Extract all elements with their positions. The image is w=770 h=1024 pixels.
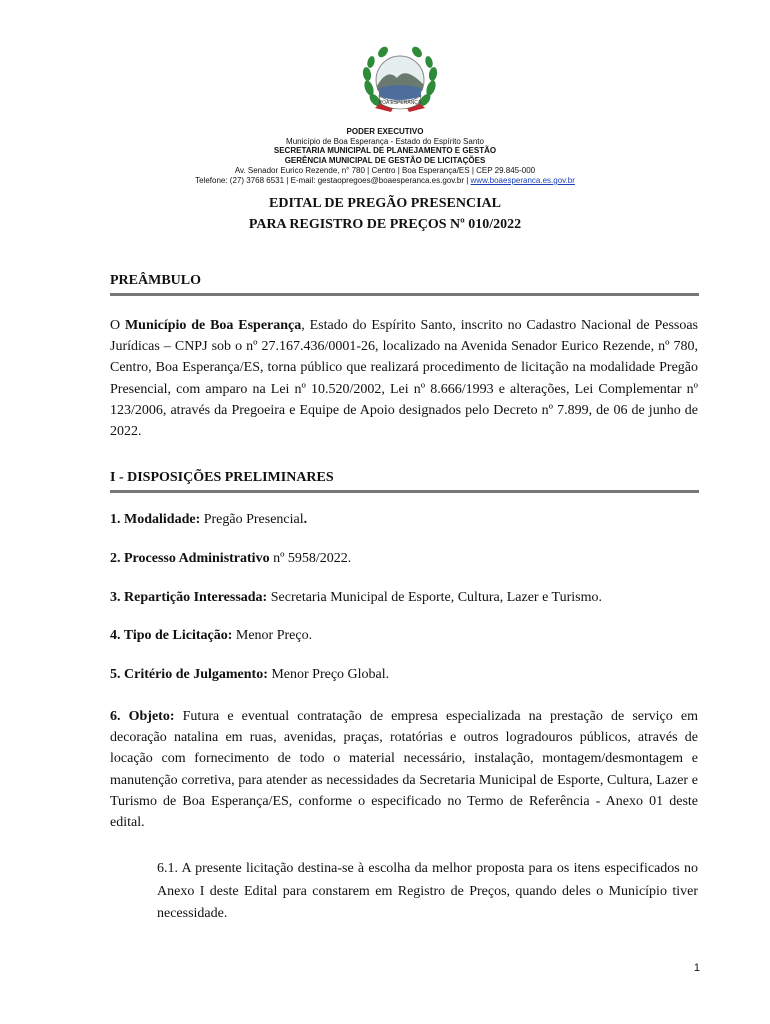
item-objeto (110, 706, 698, 833)
item-label: 1. Modalidade: (110, 512, 201, 527)
item-modalidade (110, 512, 700, 528)
item-label: 3. Repartição Interessada: (110, 590, 268, 605)
item-value: Menor Preço Global. (267, 667, 390, 682)
document-title-line2: PARA REGISTRO DE PREÇOS Nº 010/2022 (248, 217, 522, 232)
item-label: 5. Critério de Julgamento: (110, 667, 268, 682)
item-label: 2. Processo Administrativo (110, 551, 270, 566)
header-municipality: Município de Boa Esperança - Estado do Espírito Santo (286, 137, 484, 146)
item-value: Menor Preço. (232, 628, 313, 643)
objeto-text: Futura e eventual contratação de empresa especializada na prestação de serviço em decoração natalina em ruas, avenidas, praças, rotatórias e outros logradouros públicos, através de locação com fornecimento de todo o material necessário, instalação, montagem/desmontagem e manutenção corretiva, para atender as necessidades da Secretaria Municipal de Esporte, Cultura, Lazer e Turismo de Boa Esperança/ES, conforme o especificado no Termo de Referência - Anexo 01 deste edital. (110, 709, 698, 831)
preambulo-text: , Estado do Espírito Santo, inscrito no Cadastro Nacional de Pessoas Jurídicas – CNPJ sob o nº 27.167.436/0001-26, localizado na Avenida Senador Eurico Rezende, nº 780, Centro, Boa Esperança/ES, torna público que realizará procedimento de licitação na modalidade Pregão Presencial, com amparo na Lei nº 10.520/2002, Lei nº 8.666/1993 e alterações, Lei Complementar nº 123/2006, através da Pregoeira e Equipe de Apoio designados pelo Decreto nº 7.899, de 06 de junho de 2022. (110, 318, 699, 440)
preambulo-paragraph (110, 315, 698, 442)
heading-divider (110, 490, 699, 493)
page-number: 1 (693, 962, 700, 974)
item-value: nº 5958/2022. (269, 551, 352, 566)
preambulo-municipality: Município de Boa Esperança (124, 318, 302, 333)
header-management: GERÊNCIA MUNICIPAL DE GESTÃO DE LICITAÇÕES (284, 156, 486, 165)
item-reparticao (110, 590, 700, 606)
preambulo-lead: O (110, 318, 125, 333)
header-address: Av. Senador Eurico Rezende, n° 780 | Centro | Boa Esperança/ES | CEP 29.845-000 (234, 166, 536, 175)
website-link[interactable]: www.boaesperanca.es.gov.br (470, 176, 575, 185)
heading-divider (110, 293, 699, 296)
item-6-1: 6.1. A presente licitação destina-se à escolha da melhor proposta para os itens especificados no Anexo I deste Edital para constarem em Registro de Preços, quando deles o Município tiver necessidade. (157, 861, 698, 921)
logo-text: BOA ESPERANÇA (378, 100, 422, 106)
header-power: PODER EXECUTIVO (346, 127, 424, 136)
objeto-label: 6. Objeto: (110, 709, 175, 724)
item-processo (110, 551, 700, 567)
item-tipo (110, 628, 700, 644)
item-value: Secretaria Municipal de Esporte, Cultura, Lazer e Turismo. (267, 590, 602, 605)
header-contact (0, 176, 770, 186)
municipal-logo (355, 38, 445, 128)
item-suffix: . (303, 512, 308, 527)
item-label: 4. Tipo de Licitação: (110, 628, 233, 643)
item-criterio (110, 667, 700, 683)
document-title-line1: EDITAL DE PREGÃO PRESENCIAL (269, 196, 501, 211)
header-contact-text: Telefone: (27) 3768 6531 | E-mail: gestaopregoes@boaesperanca.es.gov.br | (195, 176, 471, 185)
preambulo-heading: PREÂMBULO (110, 273, 201, 288)
item-value: Pregão Presencial (200, 512, 304, 527)
header-secretariat: SECRETARIA MUNICIPAL DE PLANEJAMENTO E GESTÃO (273, 146, 497, 155)
section-heading: I - DISPOSIÇÕES PRELIMINARES (110, 470, 334, 485)
